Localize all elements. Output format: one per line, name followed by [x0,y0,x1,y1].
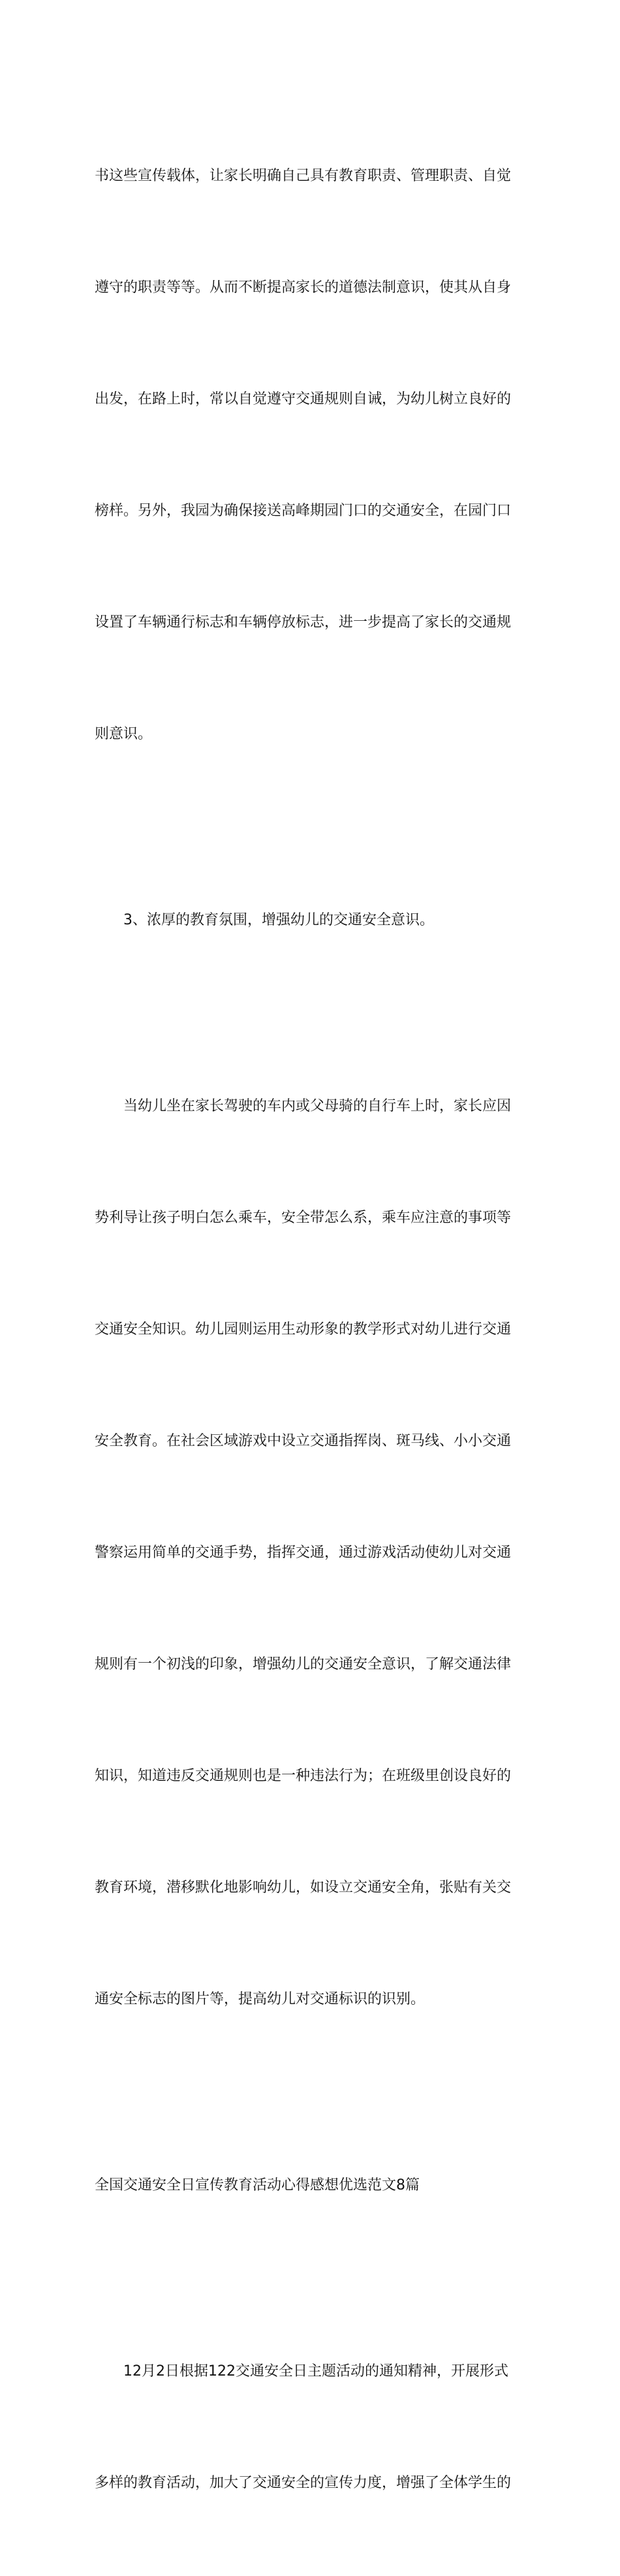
document-body [95,83,527,2576]
text-line: 多样的教育活动，加大了交通安全的宣传力度，增强了全体学生的 [95,2475,512,2491]
text-line: 势利导让孩子明白怎么乘车，安全带怎么系，乘车应注意的事项等 [95,1210,512,1226]
text-line: 通安全标志的图片等，提高幼儿对交通标识的识别。 [95,1991,426,2007]
text-line: 12月2日根据122交通安全日主题活动的通知精神，开展形式 [123,2363,508,2380]
paragraph-safety-day [95,2278,527,2576]
text-line: 则意识。 [95,726,153,742]
text-line: 出发，在路上时，常以自觉遵守交通规则自诫，为幼儿树立良好的 [95,391,512,407]
text-line: 教育环境，潜移默化地影响幼儿，如设立交通安全角，张贴有关交 [95,1879,512,1896]
article-title [95,2092,527,2278]
heading-line: 3、浓厚的教育氛围，增强幼儿的交通安全意识。 [123,912,434,928]
title-line: 全国交通安全日宣传教育活动心得感想优选范文8篇 [95,2177,420,2193]
text-line: 规则有一个初浅的印象，增强幼儿的交通安全意识，了解交通法律 [95,1656,512,1673]
text-line: 设置了车辆通行标志和车辆停放标志，进一步提高了家长的交通规 [95,614,512,631]
section-heading-3 [95,827,527,1013]
text-line: 交通安全知识。幼儿园则运用生动形象的教学形式对幼儿进行交通 [95,1321,512,1338]
text-line: 遵守的职责等等。从而不断提高家长的道德法制意识，使其从自身 [95,279,512,296]
text-line: 当幼儿坐在家长驾驶的车内或父母骑的自行车上时，家长应因 [123,1098,512,1114]
paragraph-parent-responsibility [95,83,527,827]
paragraph-child-education [95,1013,527,2092]
text-line: 书这些宣传载体，让家长明确自己具有教育职责、管理职责、自觉 [95,168,512,184]
text-line: 安全教育。在社会区域游戏中设立交通指挥岗、斑马线、小小交通 [95,1433,512,1449]
text-line: 知识，知道违反交通规则也是一种违法行为；在班级里创设良好的 [95,1768,512,1784]
text-line: 警察运用简单的交通手势，指挥交通，通过游戏活动使幼儿对交通 [95,1545,512,1561]
text-line: 榜样。另外，我园为确保接送高峰期园门口的交通安全，在园门口 [95,503,512,519]
